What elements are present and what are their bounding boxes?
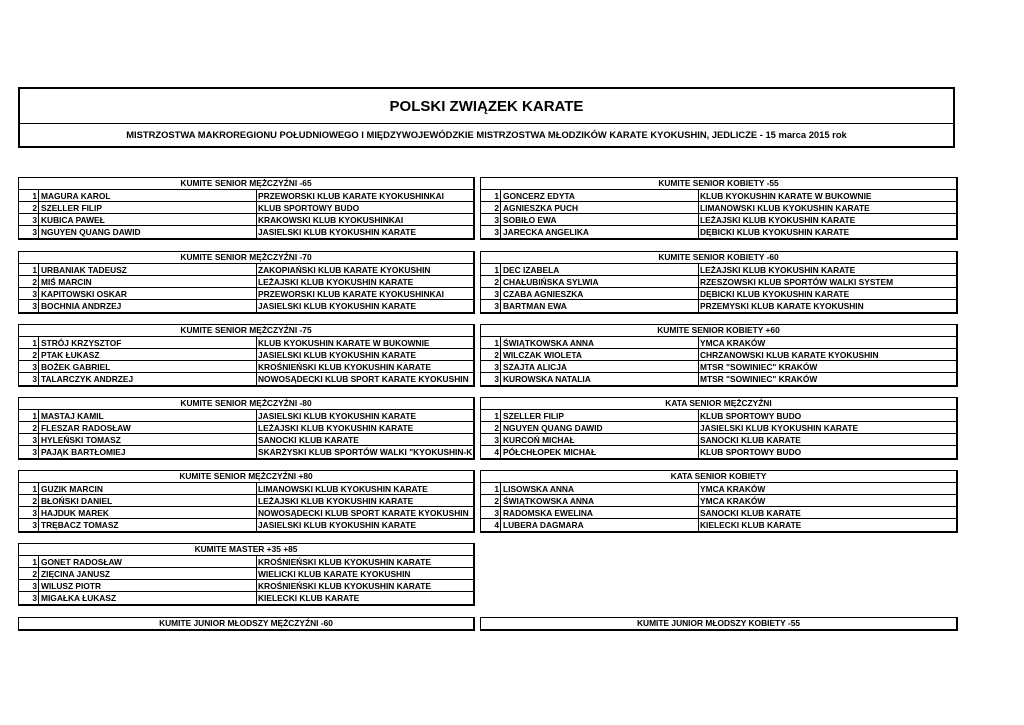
name-cell: URBANIAK TADEUSZ xyxy=(39,264,257,275)
table-row xyxy=(481,226,956,238)
table-row xyxy=(481,190,956,202)
table-row xyxy=(19,507,473,519)
results-table xyxy=(480,177,958,240)
table-row xyxy=(19,568,473,580)
name-cell: RADOMSKA EWELINA xyxy=(501,507,699,518)
results-table xyxy=(18,470,475,533)
table-row xyxy=(19,556,473,568)
table-row xyxy=(481,519,956,531)
results-table xyxy=(18,617,475,631)
club-cell: JASIELSKI KLUB KYOKUSHIN KARATE xyxy=(258,227,417,237)
name-cell: GUZIK MARCIN xyxy=(39,483,257,494)
club-cell: KLUB KYOKUSHIN KARATE W BUKOWNIE xyxy=(258,338,430,348)
rank-cell: 2 xyxy=(481,276,501,287)
club-cell: JASIELSKI KLUB KYOKUSHIN KARATE xyxy=(258,301,417,311)
club-cell: LEŻAJSKI KLUB KYOKUSHIN KARATE xyxy=(258,496,414,506)
category-title: KATA SENIOR KOBIETY xyxy=(481,471,956,483)
name-cell: PTAK ŁUKASZ xyxy=(39,349,257,360)
rank-cell: 3 xyxy=(19,226,39,238)
name-cell: WILCZAK WIOLETA xyxy=(501,349,699,360)
club-cell: PRZEWORSKI KLUB KARATE KYOKUSHINKAI xyxy=(258,289,444,299)
name-cell: KUROWSKA NATALIA xyxy=(501,373,699,385)
table-row xyxy=(19,495,473,507)
rank-cell: 3 xyxy=(481,300,501,312)
category-title: KUMITE SENIOR KOBIETY -60 xyxy=(481,252,956,264)
rank-cell: 2 xyxy=(19,422,39,433)
category-title: KUMITE SENIOR MĘŻCZYŹNI -70 xyxy=(19,252,473,264)
rank-cell: 3 xyxy=(481,361,501,372)
club-cell: KLUB KYOKUSHIN KARATE W BUKOWNIE xyxy=(700,191,872,201)
name-cell: FLESZAR RADOSŁAW xyxy=(39,422,257,433)
table-row xyxy=(481,288,956,300)
name-cell: STRÓJ KRZYSZTOF xyxy=(39,337,257,348)
table-row xyxy=(481,276,956,288)
club-cell: LIMANOWSKI KLUB KYOKUSHIN KARATE xyxy=(258,484,428,494)
club-cell: SANOCKI KLUB KARATE xyxy=(700,435,801,445)
rank-cell: 3 xyxy=(19,300,39,312)
table-row xyxy=(19,276,473,288)
results-table xyxy=(18,397,475,460)
name-cell: SZELLER FILIP xyxy=(501,410,699,421)
results-table xyxy=(18,543,475,606)
results-table xyxy=(18,324,475,387)
rank-cell: 1 xyxy=(19,190,39,201)
club-cell: KRAKOWSKI KLUB KYOKUSHINKAI xyxy=(258,215,404,225)
name-cell: PÓŁCHŁOPEK MICHAŁ xyxy=(501,446,699,458)
club-cell: SANOCKI KLUB KARATE xyxy=(700,508,801,518)
club-cell: LEŻAJSKI KLUB KYOKUSHIN KARATE xyxy=(700,265,856,275)
club-cell: YMCA KRAKÓW xyxy=(700,338,766,348)
club-cell: YMCA KRAKÓW xyxy=(700,496,766,506)
name-cell: TRĘBACZ TOMASZ xyxy=(39,519,257,531)
category-title: KUMITE MASTER +35 +85 xyxy=(19,544,473,556)
rank-cell: 1 xyxy=(19,264,39,275)
rank-cell: 1 xyxy=(481,410,501,421)
table-row xyxy=(19,288,473,300)
rank-cell: 2 xyxy=(19,495,39,506)
table-row xyxy=(19,373,473,385)
club-cell: KROŚNIEŃSKI KLUB KYOKUSHIN KARATE xyxy=(258,362,431,372)
rank-cell: 1 xyxy=(481,483,501,494)
rank-cell: 3 xyxy=(481,434,501,445)
rank-cell: 2 xyxy=(481,202,501,213)
table-row xyxy=(481,422,956,434)
rank-cell: 4 xyxy=(481,519,501,531)
rank-cell: 3 xyxy=(19,519,39,531)
table-row xyxy=(19,264,473,276)
table-row xyxy=(19,446,473,458)
name-cell: LUBERA DAGMARA xyxy=(501,519,699,531)
table-row xyxy=(19,483,473,495)
rank-cell: 2 xyxy=(481,422,501,433)
rank-cell: 3 xyxy=(19,434,39,445)
table-row xyxy=(19,337,473,349)
category-title: KUMITE JUNIOR MŁODSZY KOBIETY -55 xyxy=(636,618,801,628)
table-row xyxy=(19,190,473,202)
name-cell: ŚWIĄTKOWSKA ANNA xyxy=(501,495,699,506)
table-row xyxy=(19,422,473,434)
rank-cell: 1 xyxy=(481,264,501,275)
document-subtitle: MISTRZOSTWA MAKROREGIONU POŁUDNIOWEGO I MIĘDZYWOJEWÓDZKIE MISTRZOSTWA MŁODZIKÓW KARATE KYOKUSHIN, JEDLICZE - 15 marca 2015 rok xyxy=(126,129,847,140)
category-title: KUMITE SENIOR KOBIETY -55 xyxy=(481,178,956,190)
rank-cell: 3 xyxy=(19,214,39,225)
club-cell: KLUB SPORTOWY BUDO xyxy=(700,411,802,421)
name-cell: KUBICA PAWEŁ xyxy=(39,214,257,225)
rank-cell: 1 xyxy=(19,483,39,494)
name-cell: GONCERZ EDYTA xyxy=(501,190,699,201)
club-cell: NOWOSĄDECKI KLUB SPORT KARATE KYOKUSHIN xyxy=(258,508,469,518)
name-cell: BOŻEK GABRIEL xyxy=(39,361,257,372)
table-row xyxy=(481,264,956,276)
club-cell: LEŻAJSKI KLUB KYOKUSHIN KARATE xyxy=(258,277,414,287)
name-cell: HYLEŃSKI TOMASZ xyxy=(39,434,257,445)
rank-cell: 3 xyxy=(19,507,39,518)
club-cell: PRZEWORSKI KLUB KARATE KYOKUSHINKAI xyxy=(258,191,444,201)
rank-cell: 2 xyxy=(19,349,39,360)
table-row xyxy=(19,202,473,214)
name-cell: LISOWSKA ANNA xyxy=(501,483,699,494)
club-cell: KROŚNIEŃSKI KLUB KYOKUSHIN KARATE xyxy=(258,581,431,591)
table-row xyxy=(19,226,473,238)
table-row xyxy=(481,495,956,507)
name-cell: CZABA AGNIESZKA xyxy=(501,288,699,299)
club-cell: JASIELSKI KLUB KYOKUSHIN KARATE xyxy=(700,423,859,433)
category-title: KUMITE SENIOR MĘŻCZYŹNI -65 xyxy=(19,178,473,190)
table-row xyxy=(481,373,956,385)
rank-cell: 2 xyxy=(19,568,39,579)
rank-cell: 1 xyxy=(19,556,39,567)
table-row xyxy=(19,434,473,446)
club-cell: JASIELSKI KLUB KYOKUSHIN KARATE xyxy=(258,520,417,530)
header-divider xyxy=(20,123,953,124)
rank-cell: 1 xyxy=(481,190,501,201)
club-cell: WIELICKI KLUB KARATE KYOKUSHIN xyxy=(258,569,411,579)
rank-cell: 3 xyxy=(481,226,501,238)
name-cell: MAGURA KAROL xyxy=(39,190,257,201)
rank-cell: 3 xyxy=(481,288,501,299)
name-cell: MIŚ MARCIN xyxy=(39,276,257,287)
name-cell: MIGAŁKA ŁUKASZ xyxy=(39,592,257,604)
category-title: KUMITE SENIOR MĘŻCZYŹNI +80 xyxy=(19,471,473,483)
club-cell: ZAKOPIAŃSKI KLUB KARATE KYOKUSHIN xyxy=(258,265,431,275)
club-cell: PRZEMYSKI KLUB KARATE KYOKUSHIN xyxy=(700,301,864,311)
table-row xyxy=(19,580,473,592)
name-cell: ZIĘCINA JANUSZ xyxy=(39,568,257,579)
name-cell: KAPITOWSKI OSKAR xyxy=(39,288,257,299)
document-title: POLSKI ZWIĄZEK KARATE xyxy=(389,98,584,115)
club-cell: KROŚNIEŃSKI KLUB KYOKUSHIN KARATE xyxy=(258,557,431,567)
club-cell: CHRZANOWSKI KLUB KARATE KYOKUSHIN xyxy=(700,350,879,360)
results-table xyxy=(480,324,958,387)
rank-cell: 3 xyxy=(481,373,501,385)
category-title: KATA SENIOR MĘŻCZYŹNI xyxy=(481,398,956,410)
club-cell: LEŻAJSKI KLUB KYOKUSHIN KARATE xyxy=(258,423,414,433)
category-title: KUMITE SENIOR KOBIETY +60 xyxy=(481,325,956,337)
name-cell: MASTAJ KAMIL xyxy=(39,410,257,421)
table-row xyxy=(481,483,956,495)
name-cell: AGNIESZKA PUCH xyxy=(501,202,699,213)
table-row xyxy=(481,507,956,519)
results-table xyxy=(480,397,958,460)
club-cell: MTSR "SOWINIEC" KRAKÓW xyxy=(700,362,818,372)
document-header xyxy=(18,87,955,148)
rank-cell: 4 xyxy=(481,446,501,458)
club-cell: LIMANOWSKI KLUB KYOKUSHIN KARATE xyxy=(700,203,870,213)
name-cell: BARTMAN EWA xyxy=(501,300,699,312)
name-cell: SZELLER FILIP xyxy=(39,202,257,213)
results-table xyxy=(18,177,475,240)
rank-cell: 1 xyxy=(481,337,501,348)
name-cell: CHAŁUBIŃSKA SYLWIA xyxy=(501,276,699,287)
table-row xyxy=(481,361,956,373)
club-cell: MTSR "SOWINIEC" KRAKÓW xyxy=(700,374,818,384)
rank-cell: 3 xyxy=(19,592,39,604)
name-cell: SOBIŁO EWA xyxy=(501,214,699,225)
name-cell: BŁOŃSKI DANIEL xyxy=(39,495,257,506)
rank-cell: 3 xyxy=(481,214,501,225)
table-row xyxy=(481,446,956,458)
table-row xyxy=(19,349,473,361)
rank-cell: 1 xyxy=(19,337,39,348)
club-cell: NOWOSĄDECKI KLUB SPORT KARATE KYOKUSHIN xyxy=(258,374,469,384)
category-title: KUMITE JUNIOR MŁODSZY MĘŻCZYŹNI -60 xyxy=(159,618,333,628)
club-cell: SANOCKI KLUB KARATE xyxy=(258,435,359,445)
name-cell: KURCOŃ MICHAŁ xyxy=(501,434,699,445)
table-row xyxy=(19,214,473,226)
rank-cell: 2 xyxy=(481,349,501,360)
name-cell: GONET RADOSŁAW xyxy=(39,556,257,567)
rank-cell: 3 xyxy=(19,373,39,385)
club-cell: LEŻAJSKI KLUB KYOKUSHIN KARATE xyxy=(700,215,856,225)
table-row xyxy=(481,214,956,226)
club-cell: KLUB SPORTOWY BUDO xyxy=(700,447,802,457)
name-cell: TALARCZYK ANDRZEJ xyxy=(39,373,257,385)
name-cell: ŚWIĄTKOWSKA ANNA xyxy=(501,337,699,348)
name-cell: NGUYEN QUANG DAWID xyxy=(501,422,699,433)
results-table xyxy=(480,251,958,314)
club-cell: DĘBICKI KLUB KYOKUSHIN KARATE xyxy=(700,227,850,237)
rank-cell: 3 xyxy=(19,580,39,591)
table-row xyxy=(19,592,473,604)
name-cell: JARECKA ANGELIKA xyxy=(501,226,699,238)
name-cell: SZAJTA ALICJA xyxy=(501,361,699,372)
rank-cell: 3 xyxy=(19,446,39,458)
table-row xyxy=(19,300,473,312)
club-cell: JASIELSKI KLUB KYOKUSHIN KARATE xyxy=(258,350,417,360)
table-row xyxy=(481,349,956,361)
results-table xyxy=(18,251,475,314)
club-cell: SKARŻYSKI KLUB SPORTÓW WALKI "KYOKUSHIN-K xyxy=(258,447,473,457)
table-row xyxy=(481,337,956,349)
rank-cell: 1 xyxy=(19,410,39,421)
name-cell: PAJĄK BARTŁOMIEJ xyxy=(39,446,257,458)
club-cell: KLUB SPORTOWY BUDO xyxy=(258,203,360,213)
rank-cell: 3 xyxy=(19,361,39,372)
club-cell: RZESZOWSKI KLUB SPORTÓW WALKI SYSTEM xyxy=(700,277,894,287)
category-title: KUMITE SENIOR MĘŻCZYŹNI -75 xyxy=(19,325,473,337)
rank-cell: 3 xyxy=(481,507,501,518)
table-row xyxy=(19,410,473,422)
rank-cell: 3 xyxy=(19,288,39,299)
name-cell: NGUYEN QUANG DAWID xyxy=(39,226,257,238)
table-row xyxy=(481,300,956,312)
category-title: KUMITE SENIOR MĘŻCZYŹNI -80 xyxy=(19,398,473,410)
table-row xyxy=(481,410,956,422)
table-row xyxy=(481,202,956,214)
name-cell: BOCHNIA ANDRZEJ xyxy=(39,300,257,312)
club-cell: KIELECKI KLUB KARATE xyxy=(258,593,360,603)
rank-cell: 2 xyxy=(19,202,39,213)
table-row xyxy=(19,519,473,531)
results-table xyxy=(480,470,958,533)
club-cell: YMCA KRAKÓW xyxy=(700,484,766,494)
club-cell: KIELECKI KLUB KARATE xyxy=(700,520,802,530)
table-row xyxy=(19,361,473,373)
name-cell: WILUSZ PIOTR xyxy=(39,580,257,591)
results-table xyxy=(480,617,958,631)
rank-cell: 2 xyxy=(481,495,501,506)
table-row xyxy=(481,434,956,446)
name-cell: HAJDUK MAREK xyxy=(39,507,257,518)
club-cell: JASIELSKI KLUB KYOKUSHIN KARATE xyxy=(258,411,417,421)
name-cell: DEC IZABELA xyxy=(501,264,699,275)
club-cell: DĘBICKI KLUB KYOKUSHIN KARATE xyxy=(700,289,850,299)
rank-cell: 2 xyxy=(19,276,39,287)
